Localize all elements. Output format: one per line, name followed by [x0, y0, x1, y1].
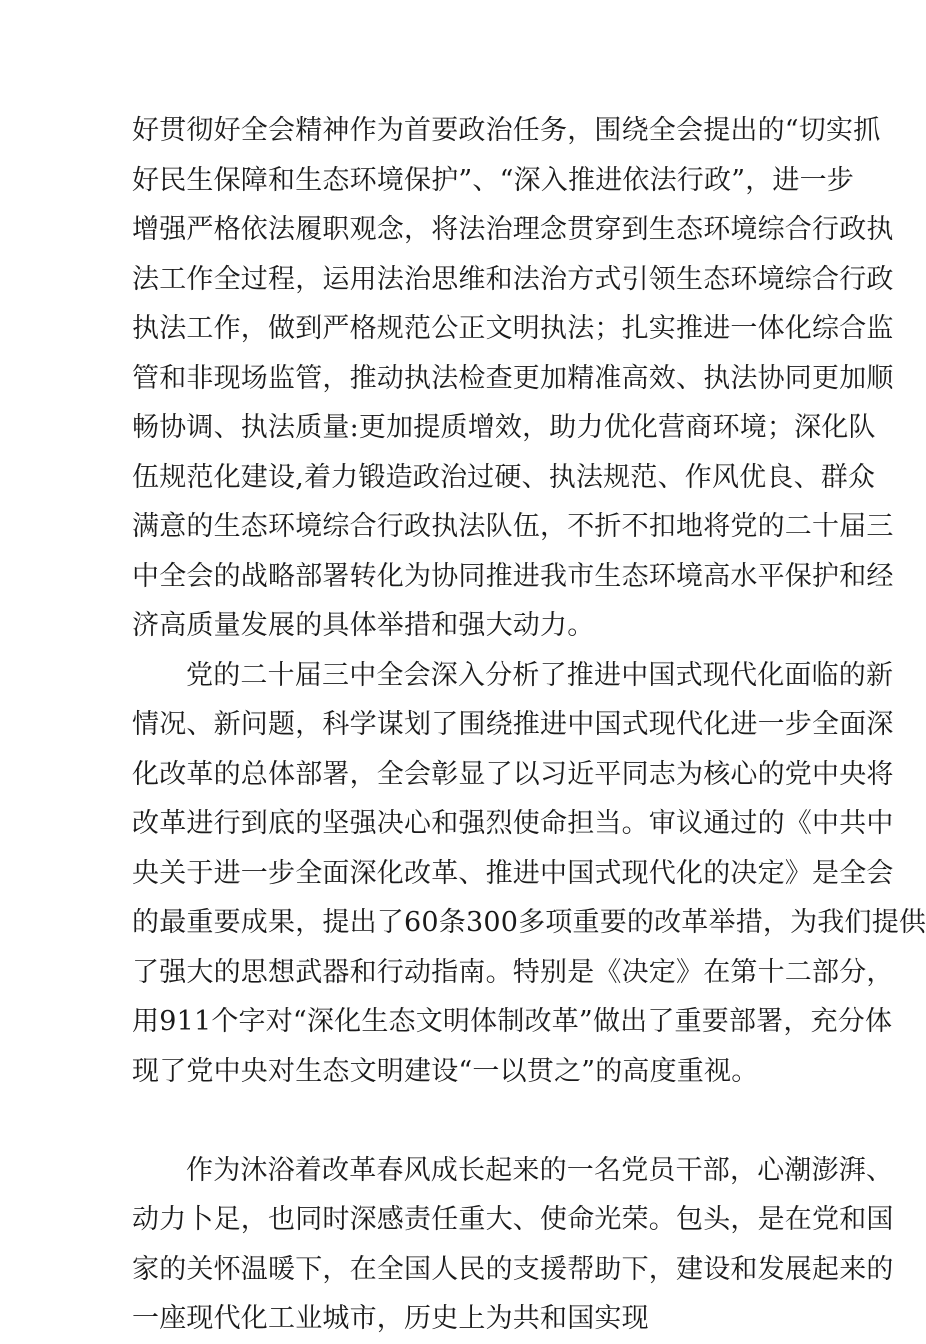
text-line-first: 作为沐浴着改革春风成长起来的一名党员干部，心潮澎湃、	[186, 1154, 894, 1186]
text-line: 现了党中央对生态文明建设“一以贯之”的高度重视。	[132, 1055, 759, 1087]
text-line: 济高质量发展的具体举措和强大动力。	[132, 610, 595, 641]
text-line: 改革进行到底的坚强决心和强烈使命担当。审议通过的《中共中	[132, 808, 894, 839]
text-line: 管和非现场监管，推动执法检查更加精准高效、执法协同更加顺	[132, 362, 894, 394]
text-line: 好民生保障和生态环境保护”、“深入推进依法行政”，进一步	[132, 164, 855, 196]
document-body	[132, 106, 926, 1344]
text-line: 法工作全过程，运用法治思维和法治方式引领生态环境综合行政	[132, 263, 894, 295]
text-line-first: 党的二十届三中全会深入分析了推进中国式现代化面临的新	[186, 659, 894, 691]
text-line: 了强大的思想武器和行动指南。特别是《决定》在第十二部分，	[132, 956, 894, 988]
paragraph-3	[132, 1146, 894, 1344]
text-line: 一座现代化工业城市，历史上为共和国实现	[132, 1303, 649, 1334]
paragraph-1	[132, 106, 894, 651]
text-line: 家的关怀温暖下，在全国人民的支援帮助下，建设和发展起来的	[132, 1253, 894, 1285]
text-line	[132, 1096, 792, 1146]
text-line: 好贯彻好全会精神作为首要政治任务，围绕全会提出的“切实抓	[132, 115, 881, 146]
text-line: 情况、新问题，科学谋划了围绕推进中国式现代化进一步全面深	[132, 709, 894, 740]
text-line: 增强严格依法履职观念，将法治理念贯穿到生态环境综合行政执	[132, 214, 894, 245]
paragraph-2	[132, 651, 926, 1146]
text-line: 执法工作，做到严格规范公正文明执法；扎实推进一体化综合监	[132, 313, 894, 344]
text-line: 的最重要成果，提出了60条300多项重要的改革举措，为我们提供	[132, 907, 926, 938]
text-line: 化改革的总体部署，全会彰显了以习近平同志为核心的党中央将	[132, 758, 894, 790]
text-line: 伍规范化建设,着力锻造政治过硬、执法规范、作风优良、群众	[132, 461, 876, 493]
text-line: 畅协调、执法质量:更加提质增效，助力优化营商环境；深化队	[132, 412, 876, 443]
text-line: 动力卜足，也同时深感责任重大、使命光荣。包头，是在党和国	[132, 1204, 894, 1235]
text-line: 央关于进一步全面深化改革、推进中国式现代化的决定》是全会	[132, 857, 894, 889]
text-line: 用911个字对“深化生态文明体制改革”做出了重要部署，充分体	[132, 1006, 893, 1037]
text-line: 满意的生态环境综合行政执法队伍，不折不扣地将党的二十届三	[132, 511, 894, 542]
text-line: 中全会的战略部署转化为协同推进我市生态环境高水平保护和经	[132, 560, 894, 592]
